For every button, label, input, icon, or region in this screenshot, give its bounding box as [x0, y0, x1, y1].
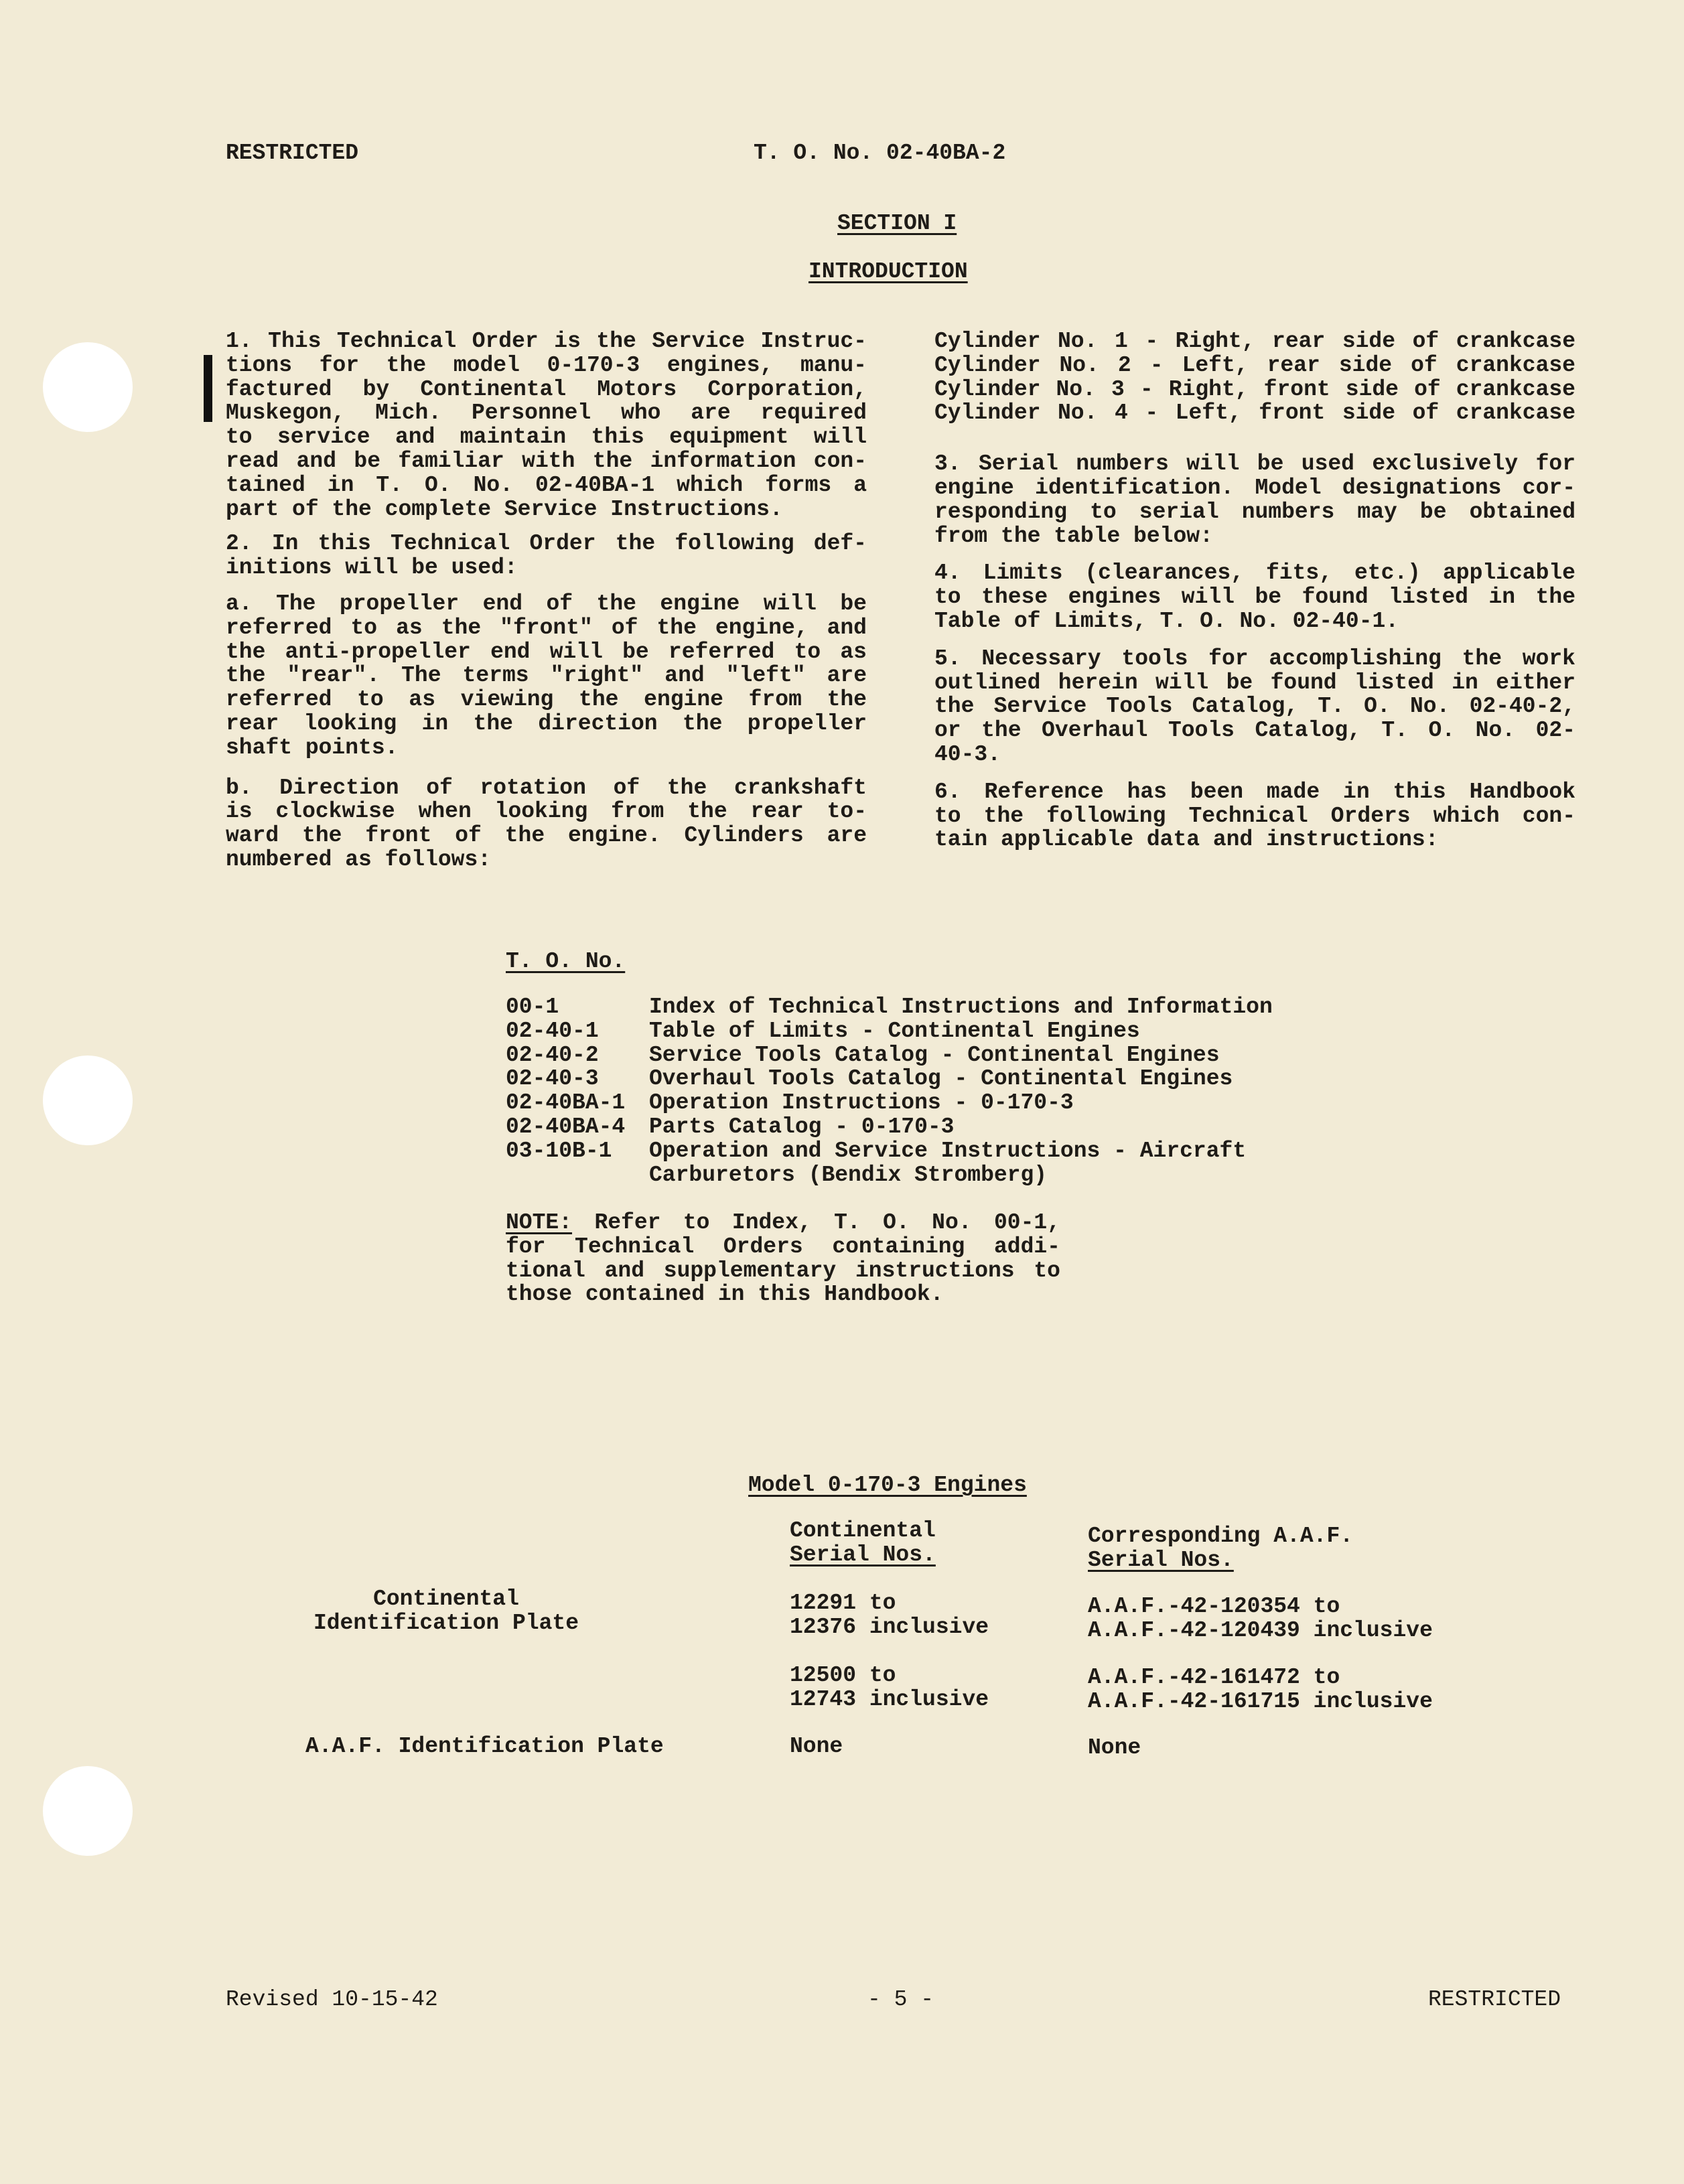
to-title: Table of Limits - Continental Engines [649, 1018, 1140, 1043]
text-line: initions will be used: [226, 555, 518, 581]
text-line: tions for the model 0-170-3 engines, manu- [226, 352, 867, 378]
note-line: NOTE: Refer to Index, T. O. No. 00-1, [506, 1210, 1060, 1235]
left-column [226, 330, 867, 884]
to-number: 02-40-1 [506, 1018, 599, 1043]
aaf-serial-range-2: A.A.F.-42-161472 to A.A.F.-42-161715 inclusive [1088, 1665, 1433, 1714]
paragraph [226, 776, 867, 872]
text-line: to the following Technical Orders which con- [934, 803, 1575, 828]
to-number: 03-10B-1 [506, 1138, 612, 1163]
text-line: a. The propeller end of the engine will be [226, 591, 867, 616]
note-line: those contained in this Handbook. [506, 1282, 944, 1307]
text-line: engine identification. Model designations cor- [934, 475, 1575, 500]
text-line: Cylinder No. 1 - Right, rear side of crankcase [934, 329, 1575, 354]
text-line: 40-3. [934, 741, 1001, 767]
text-line: ward the front of the engine. Cylinders are [226, 823, 867, 849]
continental-serial-none: None [790, 1734, 843, 1759]
to-table-row [506, 1043, 1273, 1068]
paragraph [934, 647, 1575, 767]
text-line: 3. Serial numbers will be used exclusively for [934, 451, 1575, 477]
section-title: INTRODUCTION [809, 259, 968, 284]
text-line: Cylinder No. 4 - Left, front side of crankcase [934, 401, 1575, 426]
to-title: Parts Catalog - 0-170-3 [649, 1114, 955, 1139]
footer-classification: RESTRICTED [1428, 1987, 1561, 2012]
to-title: Operation Instructions - 0-170-3 [649, 1090, 1074, 1116]
paragraph [934, 561, 1575, 633]
text-line: the anti-propeller end will be referred to as [226, 639, 867, 664]
continental-serial-range-2: 12500 to 12743 inclusive [790, 1663, 989, 1712]
revision-change-bar [204, 355, 212, 422]
to-table-header: T. O. No. [506, 949, 626, 974]
note-label: NOTE: [506, 1210, 573, 1235]
to-title: Overhaul Tools Catalog - Continental Engines [649, 1066, 1233, 1092]
text-line: outlined herein will be found listed in either [934, 670, 1575, 695]
paragraph [934, 330, 1575, 425]
text-line: 6. Reference has been made in this Handbook [934, 779, 1575, 804]
text-line: to service and maintain this equipment will [226, 425, 867, 450]
to-number: 00-1 [506, 995, 559, 1019]
text-line: is clockwise when looking from the rear to- [226, 799, 867, 824]
text-line: 4. Limits (clearances, fits, etc.) applicable [934, 561, 1575, 586]
row-label-continental-plate: Continental Identification Plate [313, 1587, 579, 1635]
to-number: 02-40-3 [506, 1066, 599, 1092]
text-line: responding to serial numbers may be obtained [934, 499, 1575, 524]
note-line: for Technical Orders containing addi- [506, 1234, 1060, 1259]
header-classification: RESTRICTED [226, 141, 359, 165]
to-table-row [506, 1091, 1273, 1115]
text-line: part of the complete Service Instructions. [226, 496, 783, 522]
text-line: shaft points. [226, 735, 399, 760]
text-line: referred to as the "front" of the engine, and [226, 615, 867, 640]
text-line: to these engines will be found listed in the [934, 585, 1575, 610]
paragraph [226, 532, 867, 580]
to-number: 02-40BA-1 [506, 1090, 626, 1116]
continental-serial-range-1: 12291 to 12376 inclusive [790, 1591, 989, 1640]
to-title: Index of Technical Instructions and Information [649, 995, 1273, 1019]
text-line: read and be familiar with the information con- [226, 448, 867, 474]
to-table-row [506, 1019, 1273, 1043]
text-line: the Service Tools Catalog, T. O. No. 02-40-2, [934, 694, 1575, 719]
paragraph [226, 330, 867, 521]
binder-hole [43, 1766, 133, 1856]
text-line: Cylinder No. 3 - Right, front side of crankcase [934, 376, 1575, 402]
to-title: Service Tools Catalog - Continental Engines [649, 1042, 1220, 1068]
text-line: or the Overhaul Tools Catalog, T. O. No. 02- [934, 718, 1575, 743]
to-table-row [506, 1115, 1273, 1139]
note [506, 1211, 1060, 1307]
aaf-serial-range-1: A.A.F.-42-120354 to A.A.F.-42-120439 inclusive [1088, 1594, 1433, 1643]
text-line: b. Direction of rotation of the crankshaft [226, 775, 867, 800]
engines-table-title: Model 0-170-3 Engines [748, 1473, 1027, 1498]
text-line: numbered as follows: [226, 847, 492, 872]
text-line: Cylinder No. 2 - Left, rear side of crankcase [934, 352, 1575, 378]
page-number: - 5 - [867, 1987, 934, 2012]
to-title: Operation and Service Instructions - Aircraft Carburetors (Bendix Stromberg) [649, 1138, 1247, 1187]
text-line: 2. In this Technical Order the following def- [226, 531, 867, 557]
binder-hole [43, 1055, 133, 1145]
text-line: factured by Continental Motors Corporation, [226, 376, 867, 402]
to-number: 02-40-2 [506, 1042, 599, 1068]
text-line: referred to as viewing the engine from the [226, 687, 867, 713]
to-table [506, 995, 1273, 1187]
paragraph [934, 780, 1575, 852]
text-line: the "rear". The terms "right" and "left" are [226, 663, 867, 688]
paragraph [226, 592, 867, 760]
text-line: 1. This Technical Order is the Service Instruc- [226, 329, 867, 354]
to-number: 02-40BA-4 [506, 1114, 626, 1139]
right-column [934, 330, 1575, 864]
text-line: Table of Limits, T. O. No. 02-40-1. [934, 608, 1399, 634]
binder-hole [43, 342, 133, 432]
text-line: 5. Necessary tools for accomplishing the work [934, 646, 1575, 671]
header-to-number: T. O. No. 02-40BA-2 [754, 141, 1006, 165]
paragraph [934, 452, 1575, 548]
to-table-row [506, 995, 1273, 1019]
text-line: rear looking in the direction the propeller [226, 711, 867, 736]
section-number: SECTION I [837, 211, 957, 236]
aaf-serial-none: None [1088, 1735, 1141, 1760]
col-header-continental: Continental Serial Nos. [790, 1518, 936, 1567]
note-line: tional and supplementary instructions to [506, 1258, 1060, 1283]
footer-revised: Revised 10-15-42 [226, 1987, 438, 2012]
row-label-aaf-plate: A.A.F. Identification Plate [305, 1734, 664, 1759]
col-header-aaf: Corresponding A.A.F. Serial Nos. [1088, 1524, 1354, 1573]
text-line: Muskegon, Mich. Personnel who are required [226, 401, 867, 426]
to-table-row [506, 1067, 1273, 1091]
to-table-row [506, 1139, 1273, 1187]
text-line: from the table below: [934, 523, 1213, 549]
text-line: tained in T. O. No. 02-40BA-1 which forms a [226, 472, 867, 498]
text-line: tain applicable data and instructions: [934, 827, 1439, 853]
